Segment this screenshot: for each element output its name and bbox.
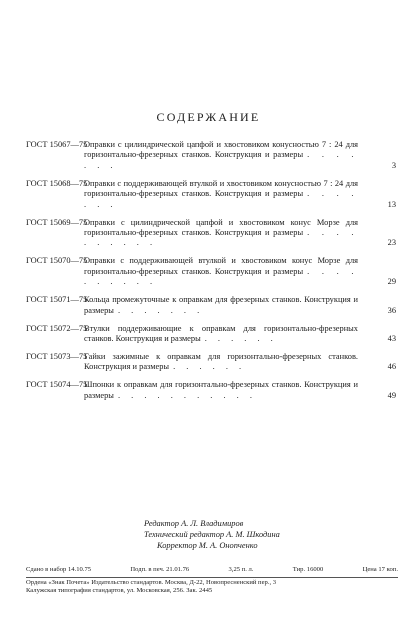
credit-role: Корректор <box>157 541 197 550</box>
toc-page-number: 29 <box>387 277 396 287</box>
toc-title-text: Кольца промежуточные к оправкам для фрезерных станков. Конструкция и размеры <box>84 295 358 315</box>
toc-page-number: 49 <box>387 390 396 400</box>
toc-entry <box>26 179 396 210</box>
toc-leader-dots: . . . . . . <box>204 334 278 344</box>
toc-standard-code: ГОСТ 15074—75 <box>26 380 88 390</box>
toc-leader-dots: . . . . . . . . . . . <box>117 390 257 400</box>
page-title: СОДЕРЖАНИЕ <box>156 110 261 124</box>
toc-leader-dots: . . . . . . . <box>84 150 358 170</box>
toc-leader-dots: . . . . . . . <box>84 189 358 209</box>
toc-standard-code: ГОСТ 15071—75 <box>26 295 88 305</box>
toc-title-text: Оправки с поддерживающей втулкой и хвостовиком конусностью 7 : 24 для горизонтально-фрезерных станков. Конструкция и размеры <box>84 178 358 199</box>
toc-standard-code: ГОСТ 15068—75 <box>26 178 88 188</box>
toc-page-number: 3 <box>391 160 396 170</box>
toc-title-text: Втулки поддерживающие к оправкам для горизонтально-фрезерных станков. Конструкция и размеры <box>84 323 358 344</box>
imprint-sent-to-typesetting: Сдано в набор 14.10.75 <box>26 566 92 573</box>
toc-title-text: Оправки с цилиндрической цапфой и хвостовиком конусностью 7 : 24 для горизонтально-фрезерных станков. Конструкция и размеры <box>84 140 358 160</box>
toc-title-text: Гайки зажимные к оправкам для горизонтально-фрезерных станков. Конструкция и размеры <box>84 352 358 372</box>
toc-page-number: 43 <box>387 334 396 344</box>
toc-standard-code: ГОСТ 15072—75 <box>26 323 88 333</box>
toc-title <box>84 218 358 249</box>
toc-entry <box>26 256 396 287</box>
toc-entry <box>26 140 396 171</box>
toc-title <box>84 295 358 316</box>
toc-title <box>84 256 358 287</box>
toc-title <box>84 140 358 171</box>
imprint-block <box>26 566 398 596</box>
table-of-contents <box>26 140 396 409</box>
toc-title <box>84 179 358 210</box>
credit-person: М. А. Онопченко <box>198 541 258 550</box>
toc-entry <box>26 295 396 316</box>
toc-title <box>84 352 358 373</box>
toc-page-number: 23 <box>387 238 396 248</box>
credit-role: Редактор <box>144 519 179 528</box>
toc-standard-code: ГОСТ 15070—75 <box>26 256 88 266</box>
toc-entry <box>26 380 396 401</box>
imprint-sheet-count: 3,25 п. л. <box>228 566 254 573</box>
imprint-signed-for-print: Подп. в печ. 21.01.76 <box>130 566 190 573</box>
toc-page-number: 46 <box>387 362 396 372</box>
credit-editor <box>0 518 417 529</box>
toc-standard-code: ГОСТ 15067—75 <box>26 140 88 149</box>
credit-tech-editor <box>0 529 417 540</box>
toc-page-number: 13 <box>387 199 396 209</box>
toc-standard-code: ГОСТ 15069—75 <box>26 217 88 227</box>
toc-entry <box>26 352 396 373</box>
credit-person: А. М. Шкодина <box>226 530 280 539</box>
toc-title <box>84 380 358 401</box>
toc-leader-dots: . . . . . . . . . . <box>84 228 358 248</box>
toc-page-number: 36 <box>387 305 396 315</box>
toc-title <box>84 324 358 345</box>
toc-entry <box>26 218 396 249</box>
imprint-print-run: Тир. 16000 <box>292 566 324 573</box>
toc-title-text: Оправки с цилиндрической цапфой и хвостовиком конус Морзе для горизонтально-фрезерных станков. Конструкция и размеры <box>84 217 358 238</box>
imprint-price: Цена 17 коп. <box>362 566 398 573</box>
credit-person: А. Л. Владимиров <box>181 519 244 528</box>
credit-corrector <box>0 540 417 551</box>
toc-title-text: Шпонки к оправкам для горизонтально-фрезерных станков. Конструкция и размеры <box>84 380 358 400</box>
credit-role: Технический редактор <box>144 530 225 539</box>
credits-block <box>0 518 417 551</box>
imprint-print-details <box>26 566 398 575</box>
toc-leader-dots: . . . . . . . . . . <box>84 266 358 287</box>
toc-leader-dots: . . . . . . <box>173 362 246 372</box>
toc-entry <box>26 324 396 345</box>
toc-leader-dots: . . . . . . . <box>117 305 204 315</box>
imprint-printer: Калужская типография стандартов, ул. Московская, 256. Зак. 2445 <box>26 587 213 595</box>
imprint-publisher: Ордена «Знак Почета» Издательство стандартов. Москва, Д-22, Новопресненский пер., 3 <box>26 578 277 586</box>
toc-title-text: Оправки с поддерживающей втулкой и хвостовиком конус Морзе для горизонтально-фрезерных станков. Конструкция и размеры <box>84 256 358 276</box>
toc-standard-code: ГОСТ 15073—75 <box>26 352 88 362</box>
